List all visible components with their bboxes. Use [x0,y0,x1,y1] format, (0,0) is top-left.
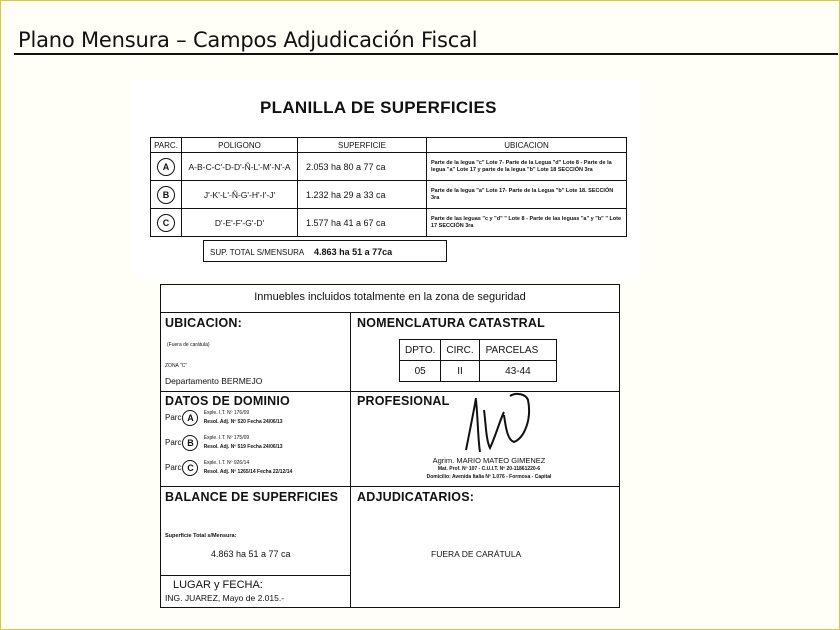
dpto-value: 05 [400,361,441,382]
table-row [151,209,627,237]
expediente: Exple. I.T. Nº 926/14 [203,460,250,466]
balance-label: Superficie Total s/Mensura: [165,533,237,539]
parcel-letter: A [182,410,198,426]
divider [161,486,619,487]
fuera-caratula-note: (Fuera de carátula) [167,342,210,348]
parcelas-value: 43-44 [479,361,557,382]
dominio-row [165,459,292,477]
departamento-label: Departamento BERMEJO [165,376,263,386]
total-label: SUP. TOTAL S/MENSURA [210,248,304,257]
ubicacion-cell: Parte de la legua "c" Lote 7- Parte de la Legua "d" Lote 8 - Parte de la legua "a" Lote 17 y parte de la legua "b" Lote 18 SECCIÓN 3ra [427,153,627,181]
card-header: Inmuebles incluidos totalmente en la zona de seguridad [254,291,526,303]
total-superficie-box [203,240,447,262]
lugar-fecha-title: LUGAR y FECHA: [173,579,263,591]
table-row [151,153,627,181]
balance-title: BALANCE DE SUPERFICIES [165,490,339,504]
divider [161,575,350,576]
circ-value: II [441,361,479,382]
parc-label: Parc [165,413,182,423]
superficies-table [150,137,627,237]
lugar-fecha-value: ING. JUAREZ, Mayo de 2.015.- [165,593,285,603]
superficie-cell: 2.053 ha 80 a 77 ca [298,153,427,181]
column-header: POLIGONO [182,138,298,153]
column-header: UBICACION [427,138,627,153]
caratula-card [160,284,620,608]
parcel-letter: B [182,435,198,451]
column-header: PARC. [151,138,182,153]
parcel-letter: C [182,460,198,476]
adjudicatarios-title: ADJUDICATARIOS: [357,490,475,504]
poligono-cell: D'-E'-F'-G'-D' [182,209,298,237]
nomenclatura-table [399,339,557,382]
planilla-title: PLANILLA DE SUPERFICIES [260,98,497,117]
parcel-letter: B [157,186,175,204]
resolucion: Resol. Adj. Nº 1265/14 Fecha 22/12/14 [203,469,293,475]
table-row [400,361,557,382]
parcel-letter: A [157,158,175,176]
divider [161,312,619,313]
adjudicatarios-value: FUERA DE CARÁTULA [431,549,522,559]
column-header: PARCELAS [479,340,557,361]
profesional-matricula: Mat. Prof. Nº 107 - C.U.I.T. Nº 20-11861220-6 [437,466,541,472]
ubicacion-title: UBICACION: [165,316,242,330]
profesional-domicilio: Domicilio: Avenida Italia Nº 1.076 - Formosa - Capital [426,474,552,480]
parcel-letter: C [157,214,175,232]
column-header: DPTO. [400,340,441,361]
column-header: SUPERFICIE [298,138,427,153]
profesional-name: Agrim. MARIO MATEO GIMENEZ [432,456,546,465]
poligono-cell: A-B-C-C'-D-D'-Ñ-L'-M'-N'-A [182,153,298,181]
slide-title: Plano Mensura – Campos Adjudicación Fiscal [18,28,478,52]
title-underline [14,53,838,55]
poligono-cell: J'-K'-L'-Ñ-G'-H'-I'-J' [182,181,298,209]
balance-value: 4.863 ha 51 a 77 ca [211,549,291,559]
resolucion: Resol. Adj. Nº 520 Fecha 24/06/13 [203,419,283,425]
superficie-cell: 1.577 ha 41 a 67 ca [298,209,427,237]
total-value: 4.863 ha 51 a 77ca [314,247,393,257]
ubicacion-cell: Parte de las leguas "c y "d" " Lote 8 - Parte de las leguas "a" y "b" " Lote 17 SECCIÓN 3ra [427,209,627,237]
profesional-title: PROFESIONAL [357,394,450,408]
column-header: CIRC. [441,340,479,361]
table-header-row [400,340,557,361]
dominio-row [165,434,283,452]
dominio-title: DATOS DE DOMINIO [165,394,290,408]
divider [350,312,351,607]
resolucion: Resol. Adj. Nº 519 Fecha 24/06/13 [203,444,283,450]
dominio-row [165,409,283,427]
divider [161,391,619,392]
zona-label: ZONA "C" [165,363,188,369]
table-row [151,181,627,209]
signature [456,390,546,460]
parc-label: Parc [165,463,182,473]
table-header-row [151,138,627,153]
expediente: Exple. I.T. Nº 175/09 [203,435,250,441]
expediente: Exple. I.T. Nº 176/09 [203,410,250,416]
ubicacion-cell: Parte de la legua "a" Lote 17- Parte de la Legua "b" Lote 18. SECCIÓN 3ra [427,181,627,209]
superficie-cell: 1.232 ha 29 a 33 ca [298,181,427,209]
parc-label: Parc [165,438,182,448]
nomenclatura-title: NOMENCLATURA CATASTRAL [357,316,545,330]
